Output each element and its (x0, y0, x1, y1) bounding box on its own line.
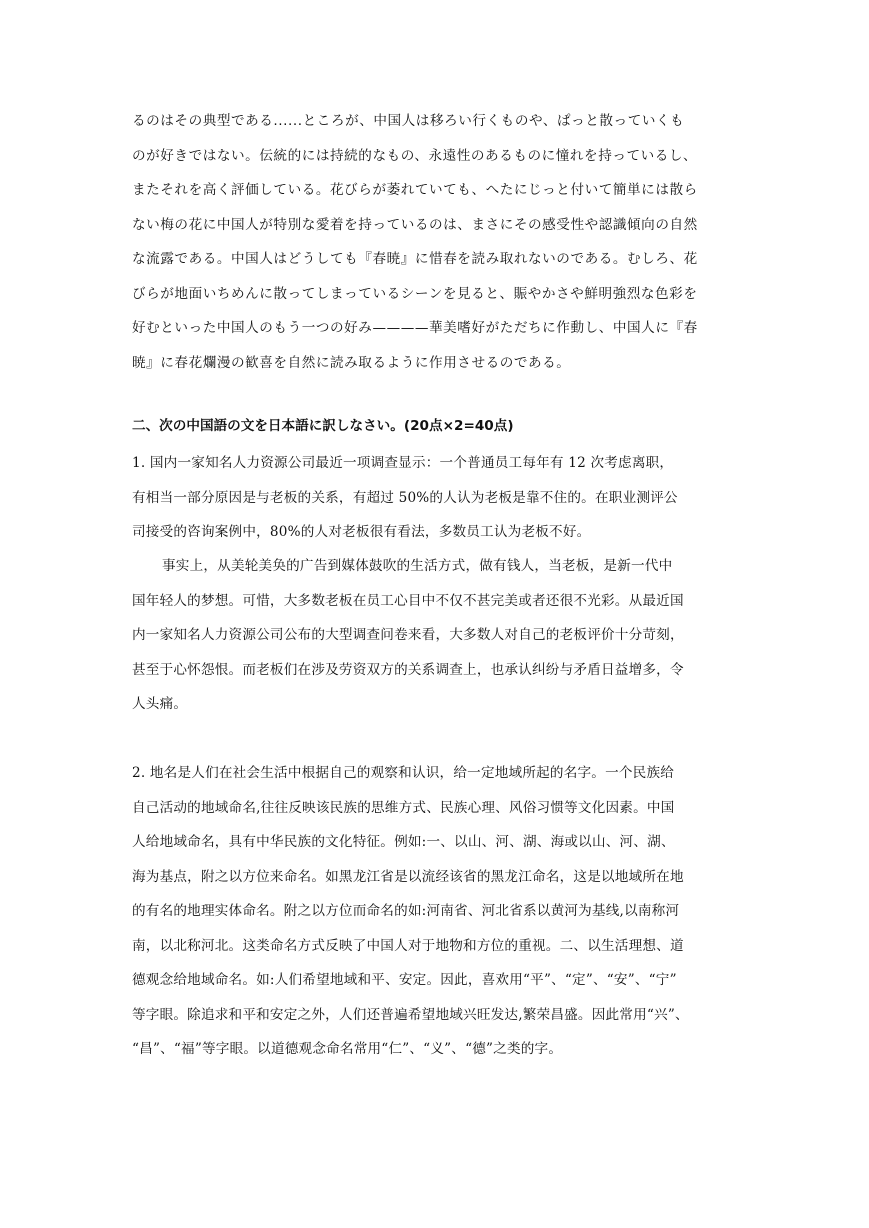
jp-line-8: 暁』に春花爛漫の歓喜を自然に読み取るように作用させるのである。 (132, 354, 571, 371)
q2-line-9: “昌”、“福”等字眼。以道德观念命名常用“仁”、“义”、“德”之类的字。 (132, 1041, 563, 1057)
jp-line-1: るのはその典型である......ところが、中国人は移ろい行くものや、ぱっと散っていくも (132, 113, 685, 129)
jp-line-7: 好むといった中国人のもう一つの好み————華美嗜好がただちに作動し、中国人に『春 (132, 320, 698, 336)
q2-line-1: 2. 地名是人们在社会生活中根据自己的观察和认识，给一定地域所起的名字。一个民族给 (132, 765, 675, 781)
japanese-passage (132, 104, 744, 380)
p2-line-5: 人头痛。 (132, 696, 188, 712)
p2-line-4: 甚至于心怀怨恨。而老板们在涉及劳资双方的关系调查上，也承认纠纷与矛盾日益增多，令 (132, 661, 684, 678)
q2-line-7: 德观念给地域命名。如:人们希望地域和平、安定。因此，喜欢用“平”、“定”、“安”、“宁” (132, 972, 677, 988)
p2-line-2: 国年轻人的梦想。可惜，大多数老板在员工心目中不仅不甚完美或者还很不光彩。从最近国 (132, 592, 684, 609)
section-two-heading: 二、次の中国語の文を日本語に訳しなさい。(20点×2=40点) (132, 418, 514, 434)
passage-2 (132, 756, 744, 1067)
passage-1-paragraph-1 (132, 446, 744, 550)
q2-line-5: 的有名的地理实体命名。附之以方位而命名的如:河南省、河北省系以黄河为基线,以南称河 (132, 903, 680, 919)
jp-line-3: またそれを高く評価している。花びらが萎れていても、へたにじっと付いて簡単には散ら (132, 182, 698, 198)
p2-line-1: 事实上，从美轮美奂的广告到媒体鼓吹的生活方式，做有钱人，当老板，是新一代中 (162, 558, 673, 574)
jp-line-2: のが好きではない。伝統的には持続的なもの、永遠性のあるものに憧れを持っているし、 (132, 147, 698, 164)
jp-line-4: ない梅の花に中国人が特別な愛着を持っているのは、まさにその感受性や認識傾向の自然 (132, 216, 698, 233)
q2-line-3: 人给地域命名，具有中华民族的文化特征。例如:一、以山、河、湖、海或以山、河、湖、 (132, 834, 675, 850)
q2-line-2: 自己活动的地域命名,往往反映该民族的思维方式、民族心理、风俗习惯等文化因素。中国 (132, 799, 675, 816)
jp-line-5: な流露である。中国人はどうしても『春暁』に惜春を読み取れないのである。むしろ、花 (132, 251, 698, 267)
q2-line-4: 海为基点，附之以方位来命名。如黑龙江省是以流经该省的黑龙江命名，这是以地域所在地 (132, 868, 684, 885)
p1-line-2: 有相当一部分原因是与老板的关系，有超过 50%的人认为老板是靠不住的。在职业测评公 (132, 489, 678, 506)
passage-1-paragraph-2 (132, 549, 744, 722)
q2-line-6: 南，以北称河北。这类命名方式反映了中国人对于地物和方位的重视。二、以生活理想、道 (132, 937, 684, 954)
q2-line-8: 等字眼。除追求和平和安定之外，人们还普遍希望地域兴旺发达,繁荣昌盛。因此常用“兴”、 (132, 1006, 689, 1023)
jp-line-6: びらが地面いちめんに散ってしまっているシーンを見ると、賑やかさや鮮明強烈な色彩を (132, 285, 698, 302)
p1-line-3: 司接受的咨询案例中，80%的人对老板很有看法，多数员工认为老板不好。 (132, 524, 591, 540)
p1-line-1: 1. 国内一家知名人力资源公司最近一项调查显示：一个普通员工每年有 12 次考虑离职， (132, 455, 674, 471)
p2-line-3: 内一家知名人力资源公司公布的大型调查问卷来看，大多数人对自己的老板评价十分苛刻， (132, 627, 684, 643)
